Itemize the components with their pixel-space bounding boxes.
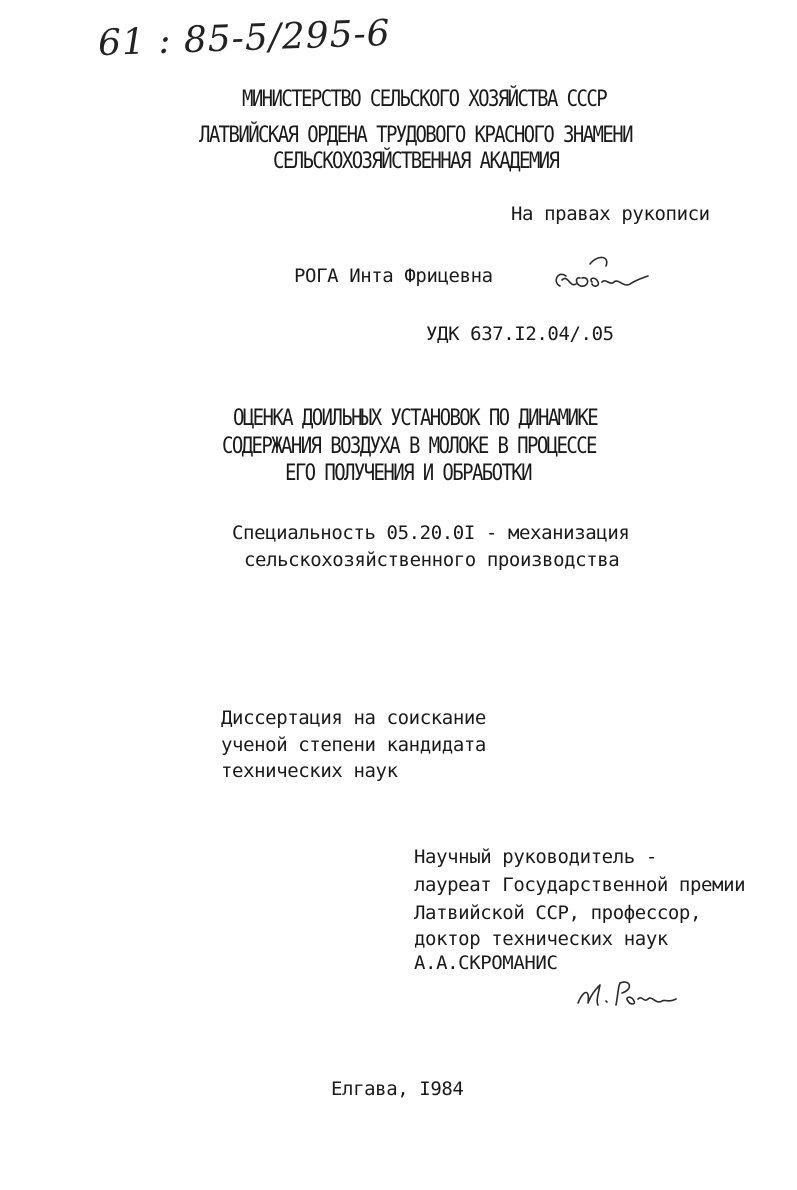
supervisor-name: А.А.СКРОМАНИС <box>414 952 558 974</box>
title-line2: СОДЕРЖАНИЯ ВОЗДУХА В МОЛОКЕ В ПРОЦЕССЕ <box>222 433 596 459</box>
dissertation-line1: Диссертация на соискание <box>221 707 486 729</box>
dissertation-line3: технических наук <box>221 760 398 782</box>
supervisor-line3: Латвийской ССР, профессор, <box>414 902 702 924</box>
author-signature <box>548 248 658 298</box>
title-line3: ЕГО ПОЛУЧЕНИЯ И ОБРАБОТКИ <box>285 460 531 486</box>
rights-note: На правах рукописи <box>511 203 710 225</box>
academy-name-line1: ЛАТВИЙСКАЯ ОРДЕНА ТРУДОВОГО КРАСНОГО ЗНАМЕНИ <box>199 122 632 148</box>
udc-code: УДК 637.I2.04/.05 <box>426 323 614 345</box>
supervisor-line1: Научный руководитель - <box>414 846 657 868</box>
supervisor-line4: доктор технических наук <box>414 928 668 950</box>
supervisor-signature <box>572 975 692 1015</box>
specialty-line1: Специальность 05.20.0I - механизация <box>232 522 630 544</box>
ministry-name: МИНИСТЕРСТВО СЕЛЬСКОГО ХОЗЯЙСТВА СССР <box>242 86 607 112</box>
supervisor-line2: лауреат Государственной премии <box>414 874 746 896</box>
dissertation-line2: ученой степени кандидата <box>221 734 486 756</box>
academy-name-line2: СЕЛЬСКОХОЗЯЙСТВЕННАЯ АКАДЕМИЯ <box>273 148 559 174</box>
place-year: Елгава, I984 <box>331 1078 464 1100</box>
specialty-line2: сельскохозяйственного производства <box>244 549 620 571</box>
title-line1: ОЦЕНКА ДОИЛЬНЫХ УСТАНОВОК ПО ДИНАМИКЕ <box>233 405 598 431</box>
handwritten-archive-code: 61 : 85-5/295-6 <box>97 12 392 65</box>
author-name: РОГА Инта Фрицевна <box>294 265 493 287</box>
